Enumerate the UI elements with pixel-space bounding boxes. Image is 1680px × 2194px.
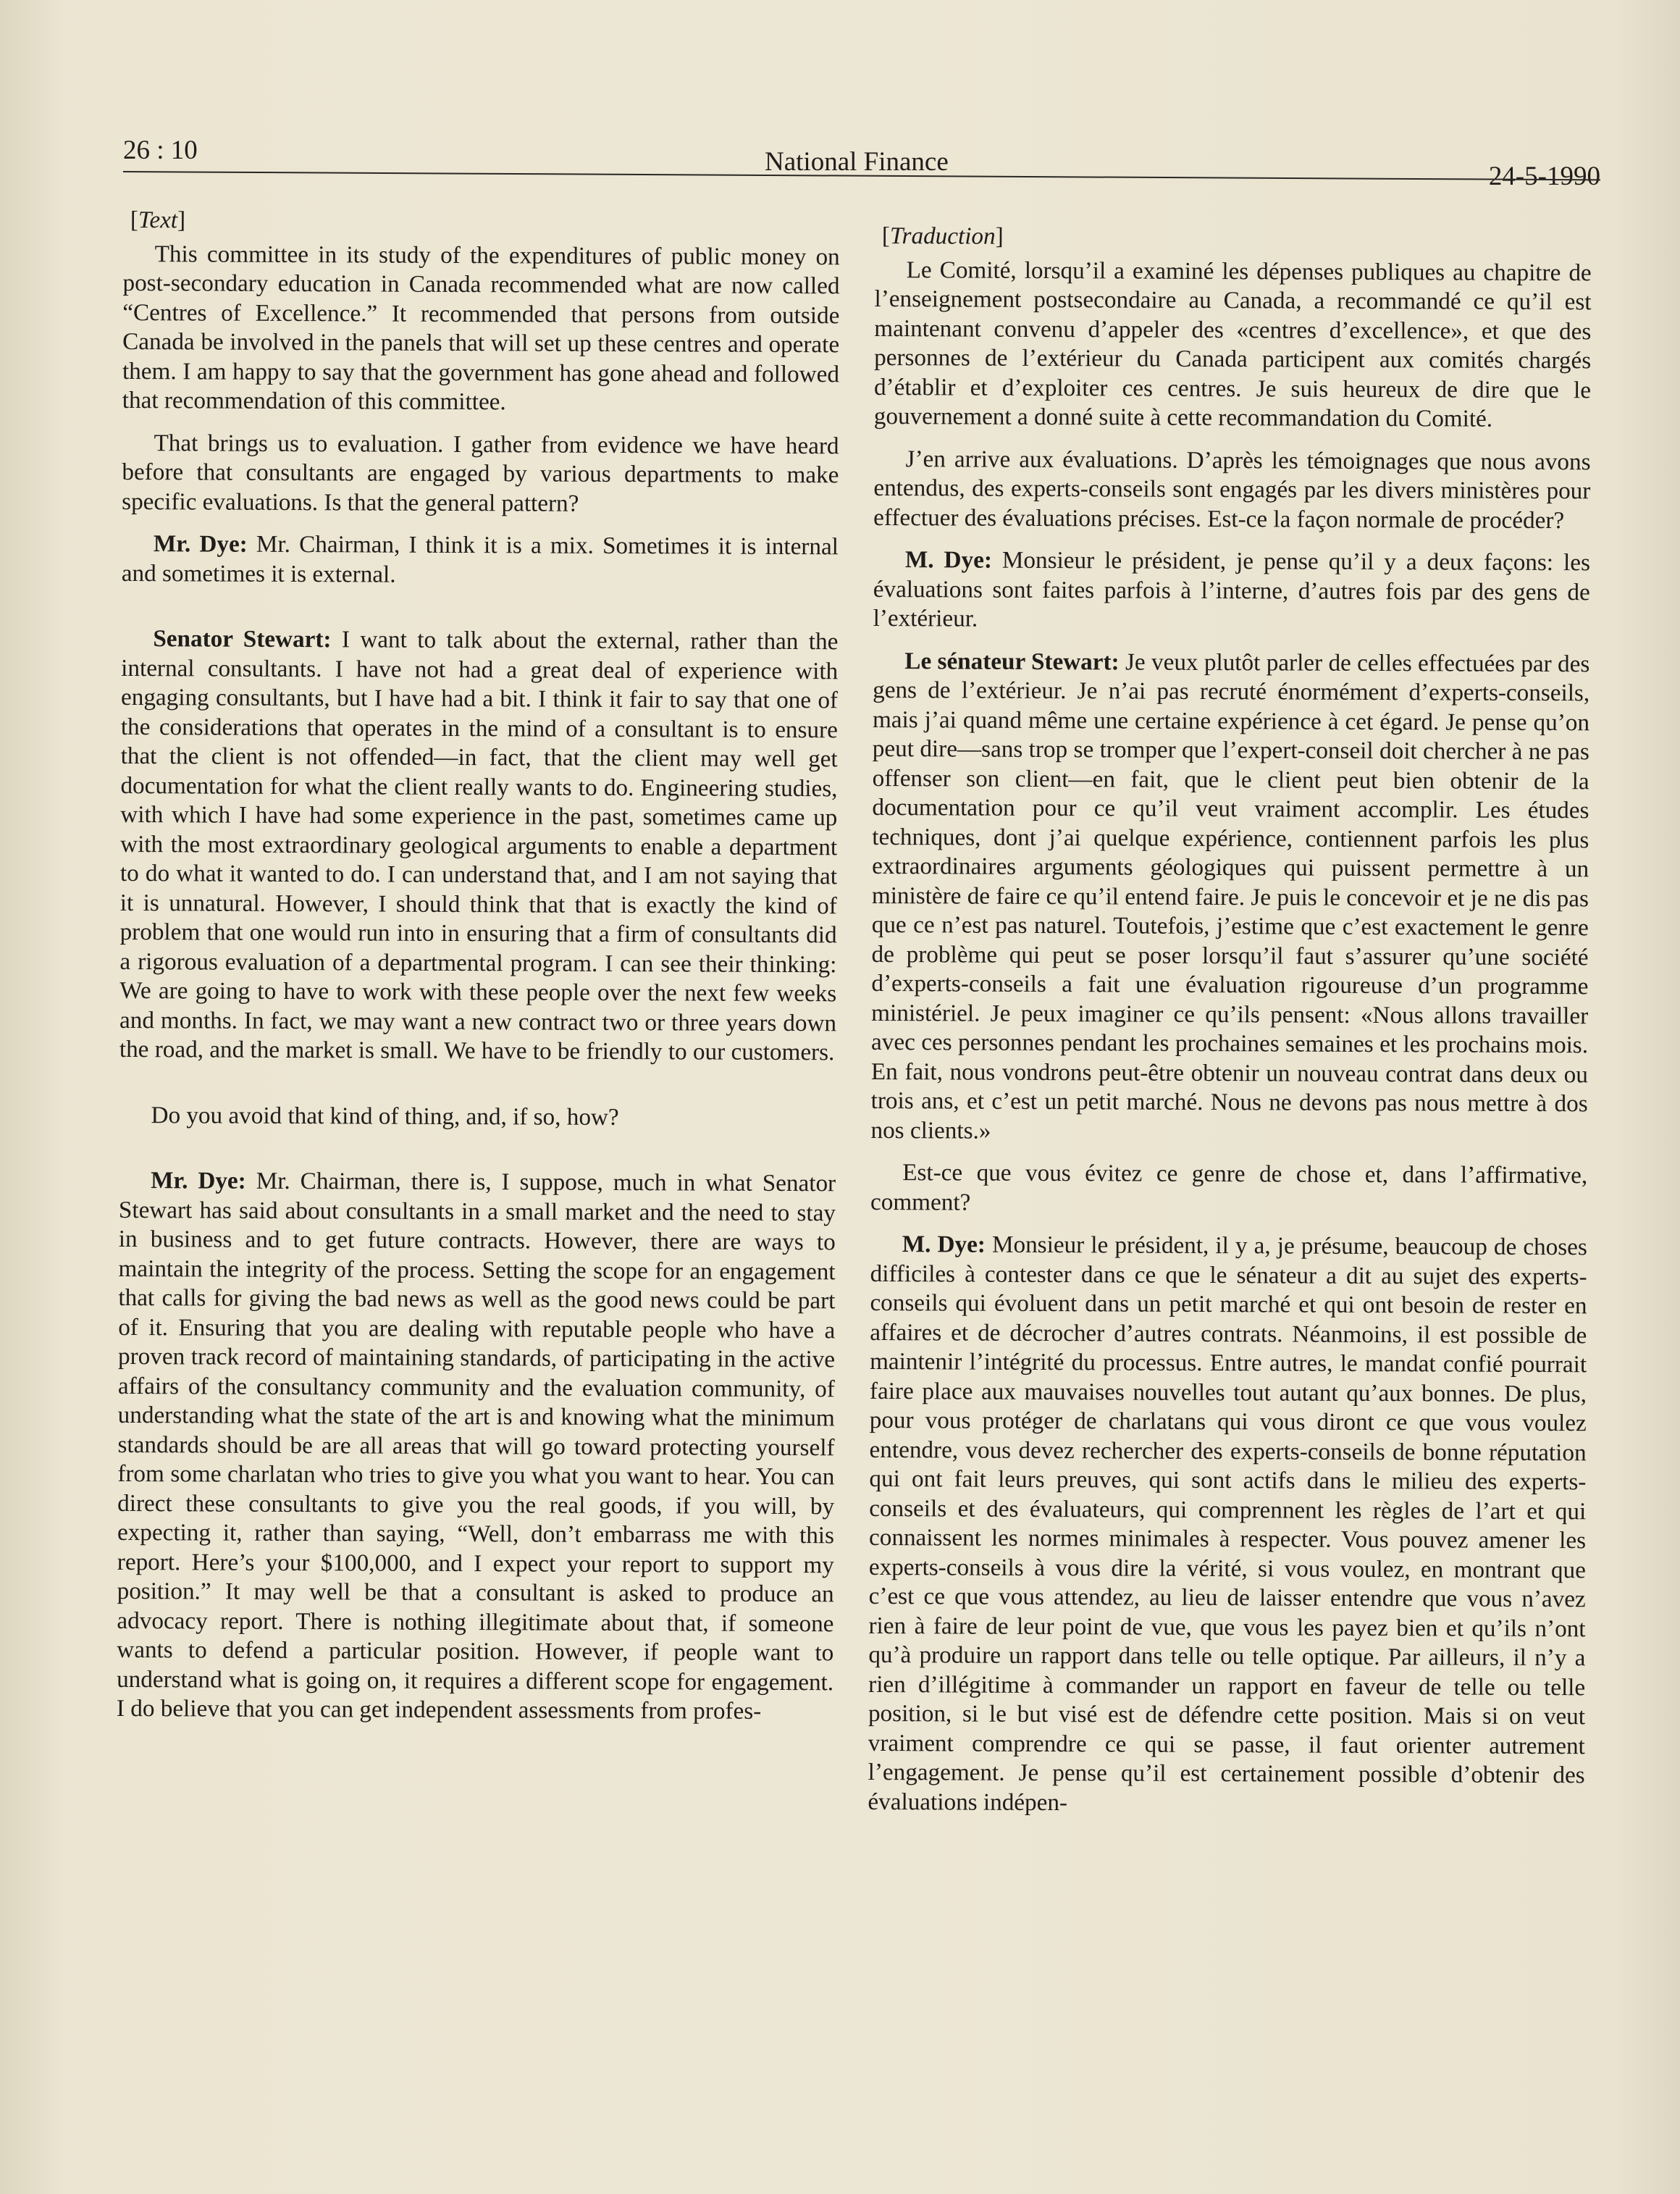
paragraph: Do you avoid that kind of thing, and, if so, how?: [151, 1101, 619, 1131]
publication-title: National Finance: [765, 147, 949, 177]
paragraph: M. Dye: Monsieur le président, il y a, je présume, beaucoup de choses difficiles à contester dans ce que le sénateur a dit au sujet des experts-conseils qui évoluent dans un petit marché et qui ont besoin de rester en affaires et de décrocher d’autres contrats. Néanmoins, il est possible de maintenir l’intégrité du processus. Entre autres, le mandat confié pourrait faire place aux mauvaises nouvelles tout autant qu’aux bonnes. De plus, pour vous protéger de charlatans qui vous diront ce que vous voulez entendre, vous devez rechercher des experts-conseils de bonne réputation qui ont fait leurs preuves, qui sont actifs dans le milieu des experts-conseils et des évaluateurs, qui comprennent les règles de l’art et qui connaissent les normes minimales à respecter. Vous pouvez amener les experts-conseils à vous dire la vérité, si vous voulez, en montrant que c’est ce que vous attendez, au lieu de laisser entendre que vous n’avez rien à faire de leur point de vue, que vous les payez bien et qu’ils n’ont qu’à produire un rapport dans telle ou telle optique. Par ailleurs, il n’y a rien d’illégitime à commander un rapport en faveur de telle ou telle position, si le but visé est de défendre cette position. Mais si on veut vraiment comprendre ce qui se passe, il faut orienter autrement l’engagement. Je pense qu’il est certainement possible d’obtenir des évaluations indépen-: [868, 1231, 1587, 1816]
french-column: [868, 222, 1592, 1833]
paragraph: M. Dye: Monsieur le président, je pense qu’il y a deux façons: les évaluations sont faites parfois à l’interne, d’autres fois par des gens de l’extérieur.: [873, 546, 1591, 632]
paragraph: That brings us to evaluation. I gather from evidence we have heard before that consultants are engaged by various departments to make specific evaluations. Is that the general pattern?: [122, 429, 839, 517]
paragraph: Mr. Dye: Mr. Chairman, I think it is a mix. Sometimes it is internal and sometimes it is external.: [121, 530, 839, 588]
paragraph: Est-ce que vous évitez ce genre de chose et, dans l’affirmative, comment?: [870, 1159, 1588, 1216]
paragraph: Mr. Dye: Mr. Chairman, there is, I suppose, much in what Senator Stewart has said about consultants in a small market and the need to stay in business and to get future contracts. However, there are ways to maintain the integrity of the process. Setting the scope for an engagement that calls for giving the bad news as well as the good news could be part of it. Ensuring that you are dealing with reputable people who have a proven track record of maintaining standards, of participating in the active affairs of the consultancy community and the evaluation community, of understanding what the state of the art is and knowing what the minimum standards should be are all areas that will go toward protecting yourself from some charlatan who tries to give you what you want to hear. You can direct these consultants to give you the real goods, if you will, by expecting it, rather than saying, “Well, don’t embarrass me with this report. Here’s your $100,000, and I expect your report to support my position.” It may well be that a consultant is asked to produce an advocacy report. There is nothing illegitimate about that, if someone wants to defend a particular position. However, if people want to understand what is going on, it requires a different scope for engagement. I do believe that you can get independent assessments from profes-: [116, 1167, 836, 1725]
paragraph: Le Comité, lorsqu’il a examiné les dépenses publiques au chapitre de l’enseignement postsecondaire au Canada, a recommandé ce qu’il est maintenant convenu d’appeler des «centres d’excellence», et que des personnes de l’extérieur du Canada participent aux comités chargés d’établir et d’exploiter ces centres. Je suis heureux de dire que le gouvernement a donné suite à cette recommandation du Comité.: [873, 256, 1592, 432]
english-column: [117, 206, 840, 1740]
page-reference: 26 : 10: [123, 135, 198, 165]
column-label: [Text]: [130, 206, 186, 234]
column-label: [Traduction]: [881, 222, 1004, 250]
paragraph: J’en arrive aux évaluations. D’après les témoignages que nous avons entendus, des experts-conseils sont engagés par les divers ministères pour effectuer des évaluations précises. Est-ce la façon normale de procéder?: [873, 445, 1591, 534]
paragraph: Le sénateur Stewart: Je veux plutôt parler de celles effectuées par des gens de l’extérieur. Je n’ai pas recruté énormément d’experts-conseils, mais j’ai quand même une certaine expérience à cet égard. Je pense qu’on peut dire—sans trop se tromper que l’expert-conseil doit chercher à ne pas offenser son client—en fait, que le client peut bien obtenir de la documentation pour ce qu’il veut vraiment accomplir. Les études techniques, dont j’ai quelque expérience, contiennent parfois les plus extraordinaires arguments géologiques qui puissent permettre à un ministère de faire ce qu’il entend faire. Je puis le concevoir et je ne dis pas que ce n’est pas naturel. Toutefois, j’estime que c’est exactement le genre de problème qui peut se poser lorsqu’il faut s’assurer qu’une société d’experts-conseils a fait une évaluation rigoureuse d’un programme ministériel. Je peux imaginer ce qu’ils pensent: «Nous allons travailler avec ces personnes pendant les prochaines semaines et les prochains mois. En fait, nous vondrons peut-être obtenir un nouveau contrat dans deux ou trois ans, et c’est un petit marché. Nous ne devons pas nous mettre à dos nos clients.»: [870, 647, 1590, 1144]
paragraph: Senator Stewart: I want to talk about the external, rather than the internal consultants. I have not had a great deal of experience with engaging consultants, but I have had a bit. I think it fair to say that one of the considerations that operates in the mind of a consultant is to ensure that the client is not offended—in fact, that the client may well get documentation for what the client really wants to do. Engineering studies, with which I have had some experience in the past, sometimes came up with the most extraordinary geological arguments to enable a department to do what it wanted to do. I can understand that, and I am not saying that it is unnatural. However, I should think that that is exactly the kind of problem that one would run into in ensuring that a firm of consultants did a rigorous evaluation of a departmental program. I can see their thinking: We are going to have to work with these people over the next few weeks and months. In fact, we may want a new contract two or three years down the road, and the market is small. We have to be friendly to our customers.: [119, 625, 839, 1066]
publication-date: 24-5-1990: [1488, 162, 1600, 191]
paragraph: This committee in its study of the expenditures of public money on post-secondary education in Canada recommended what are now called “Centres of Excellence.” It recommended that persons from outside Canada be involved in the panels that will set up these centres and operate them. I am happy to say that the government has gone ahead and followed that recommendation of this committee.: [122, 240, 840, 416]
